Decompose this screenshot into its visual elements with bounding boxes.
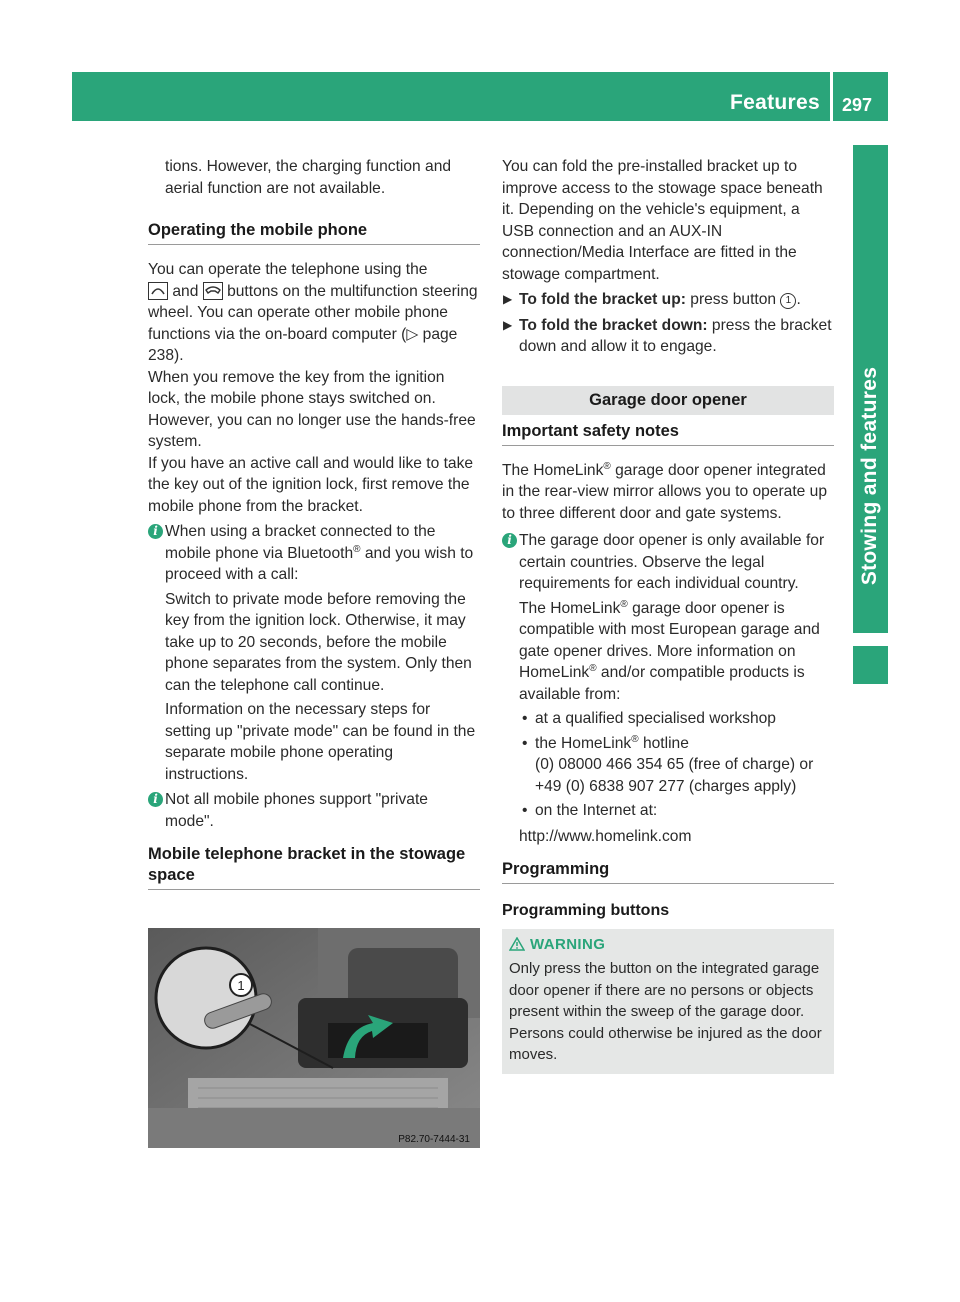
- photo-code: P82.70-7444-31: [398, 1134, 470, 1145]
- header-divider: [830, 72, 833, 121]
- list-item: • the HomeLink® hotline (0) 08000 466 354 65 (free of charge) or +49 (0) 6838 907 277 (charges apply): [522, 733, 814, 795]
- step-arrow-icon: ▶: [503, 317, 513, 332]
- heading-operating-phone: Operating the mobile phone: [148, 220, 480, 245]
- phone-hangup-icon: [203, 282, 223, 300]
- step-fold-down: ▶ To fold the bracket down: press the bracket down and allow it to engage.: [503, 316, 832, 355]
- callout-1-icon: 1: [780, 293, 796, 309]
- heading-safety-notes: Important safety notes: [502, 421, 834, 446]
- warning-triangle-icon: [509, 937, 525, 951]
- info-icon: i: [502, 533, 517, 548]
- left-column: [148, 156, 480, 890]
- warning-title: WARNING: [530, 936, 606, 953]
- homelink-url: http://www.homelink.com: [519, 827, 692, 845]
- page-reference: (▷ page 238).: [148, 325, 458, 364]
- info-note-availability: i The garage door opener is only available for certain countries. Observe the legal requirements for each individual country. The HomeLink® garage door opener is compatible with most European garage and gate opener drives. More information on HomeLink® and/or compatible products is available from: • at a qualified specialised workshop • the HomeLink® hotline (0) 08000 466 354 65 (free of charge) or +49 (0) 6838 907 277 (charges apply) • on the Internet at: http://www.homelink.com: [502, 530, 834, 847]
- heading-programming: Programming: [502, 859, 834, 884]
- heading-garage-door-opener: Garage door opener: [502, 386, 834, 415]
- page-number: 297: [842, 95, 873, 115]
- heading-phone-bracket: Mobile telephone bracket in the stowage space: [148, 844, 480, 890]
- step-arrow-icon: ▶: [503, 292, 513, 306]
- homelink-paragraph: The HomeLink® garage door opener integrated in the rear-view mirror allows you to operate up to three different door and gate systems.: [502, 460, 828, 522]
- remove-key-paragraph: When you remove the key from the ignition lock, the mobile phone stays switched on. However, you can no longer use the hands-free system.: [148, 368, 476, 450]
- warning-text: Only press the button on the integrated garage door opener if there are no persons or objects present within the sweep of the garage door. Persons could otherwise be injured as the door moves.: [509, 960, 822, 1063]
- photo-callout: 1: [237, 978, 245, 993]
- info-icon: i: [148, 524, 163, 539]
- info-note-private-mode: i Not all mobile phones support "private mode".: [148, 789, 480, 832]
- list-item: • at a qualified specialised workshop: [522, 710, 776, 727]
- heading-programming-buttons: Programming buttons: [502, 902, 670, 919]
- info-note-bracket: i When using a bracket connected to the mobile phone via Bluetooth® and you wish to proceed with a call: Switch to private mode before removing the key from the ignition lock. Otherwise, it may take up to 20 seconds, before the mobile phone separates from the system. Only then can the telephone call continue. Information on the necessary steps for setting up "private mode" can be found in the separate mobile phone operating instructions.: [148, 521, 480, 785]
- section-title: Features: [730, 91, 820, 114]
- operate-paragraph: You can operate the telephone using the and buttons on the multifunction steering wheel. You can operate other mobile phone functions via the on-board computer (▷ page 238).: [148, 261, 478, 364]
- step-fold-up: ▶ To fold the bracket up: press button 1 .: [502, 289, 834, 311]
- side-tab-label: Stowing and features: [858, 366, 881, 586]
- continued-text-line-2: aerial function are not available.: [165, 179, 386, 197]
- right-column: [502, 156, 834, 1074]
- active-call-paragraph: If you have an active call and would like to take the key out of the ignition lock, first remove the mobile phone from the bracket.: [148, 454, 474, 515]
- bracket-photo: [148, 928, 480, 1148]
- info-icon: i: [148, 792, 163, 807]
- side-tab-marker: [853, 646, 888, 684]
- fold-paragraph: You can fold the pre-installed bracket up to improve access to the stowage space beneath it. Depending on the vehicle's equipment, a USB connection and an AUX-IN connection/Media Interface are fitted in the stowage compartment.: [502, 158, 823, 283]
- warning-box: [502, 929, 834, 1074]
- list-item: • on the Internet at:: [522, 802, 658, 819]
- phone-answer-icon: [148, 282, 168, 300]
- continued-text-line-1: tions. However, the charging function and: [165, 158, 452, 175]
